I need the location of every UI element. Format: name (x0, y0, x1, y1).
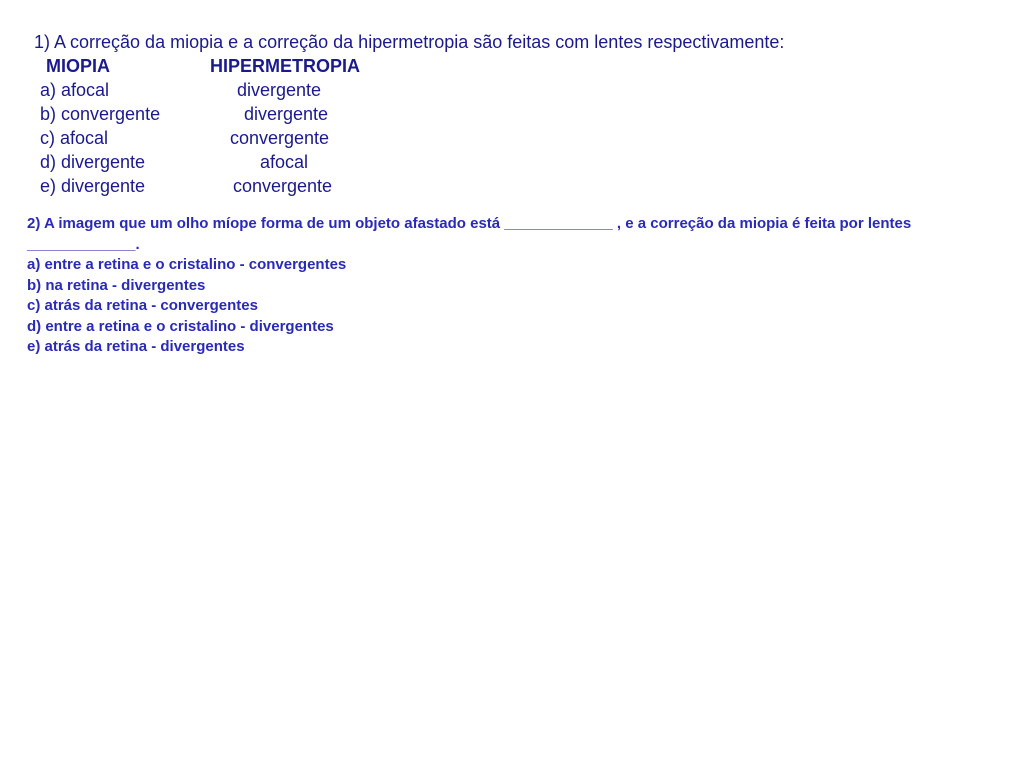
question-1-prompt: 1) A correção da miopia e a correção da hipermetropia são feitas com lentes respectivamente: (34, 32, 785, 52)
option-d-left: d) divergente (40, 152, 146, 172)
option-a-left: a) afocal (40, 80, 110, 100)
question-1 (0, 0, 1024, 200)
option-d-right: afocal (260, 152, 309, 172)
option-b-left: b) convergente (40, 104, 161, 124)
question-2 (27, 214, 1007, 358)
option-e-right: convergente (233, 176, 333, 196)
question-2-option-c: c) atrás da retina - convergentes (27, 297, 258, 314)
option-b-right: divergente (244, 104, 329, 124)
question-2-option-d: d) entre a retina e o cristalino - divergentes (27, 317, 334, 335)
question-2-prompt: 2) A imagem que um olho míope forma de um objeto afastado está _____________ , e a correção da miopia é feita por lentes _____________. (27, 215, 912, 253)
column-header-hipermetropia: HIPERMETROPIA (210, 56, 361, 76)
question-2-option-a: a) entre a retina e o cristalino - convergentes (27, 256, 347, 273)
option-a-right: divergente (237, 80, 322, 100)
option-e-left: e) divergente (40, 176, 146, 196)
option-c-left: c) afocal (40, 128, 109, 148)
question-2-option-b: b) na retina - divergentes (27, 276, 206, 294)
option-c-right: convergente (230, 128, 330, 148)
column-header-miopia: MIOPIA (46, 56, 111, 76)
question-2-option-e: e) atrás da retina - divergentes (27, 338, 245, 355)
